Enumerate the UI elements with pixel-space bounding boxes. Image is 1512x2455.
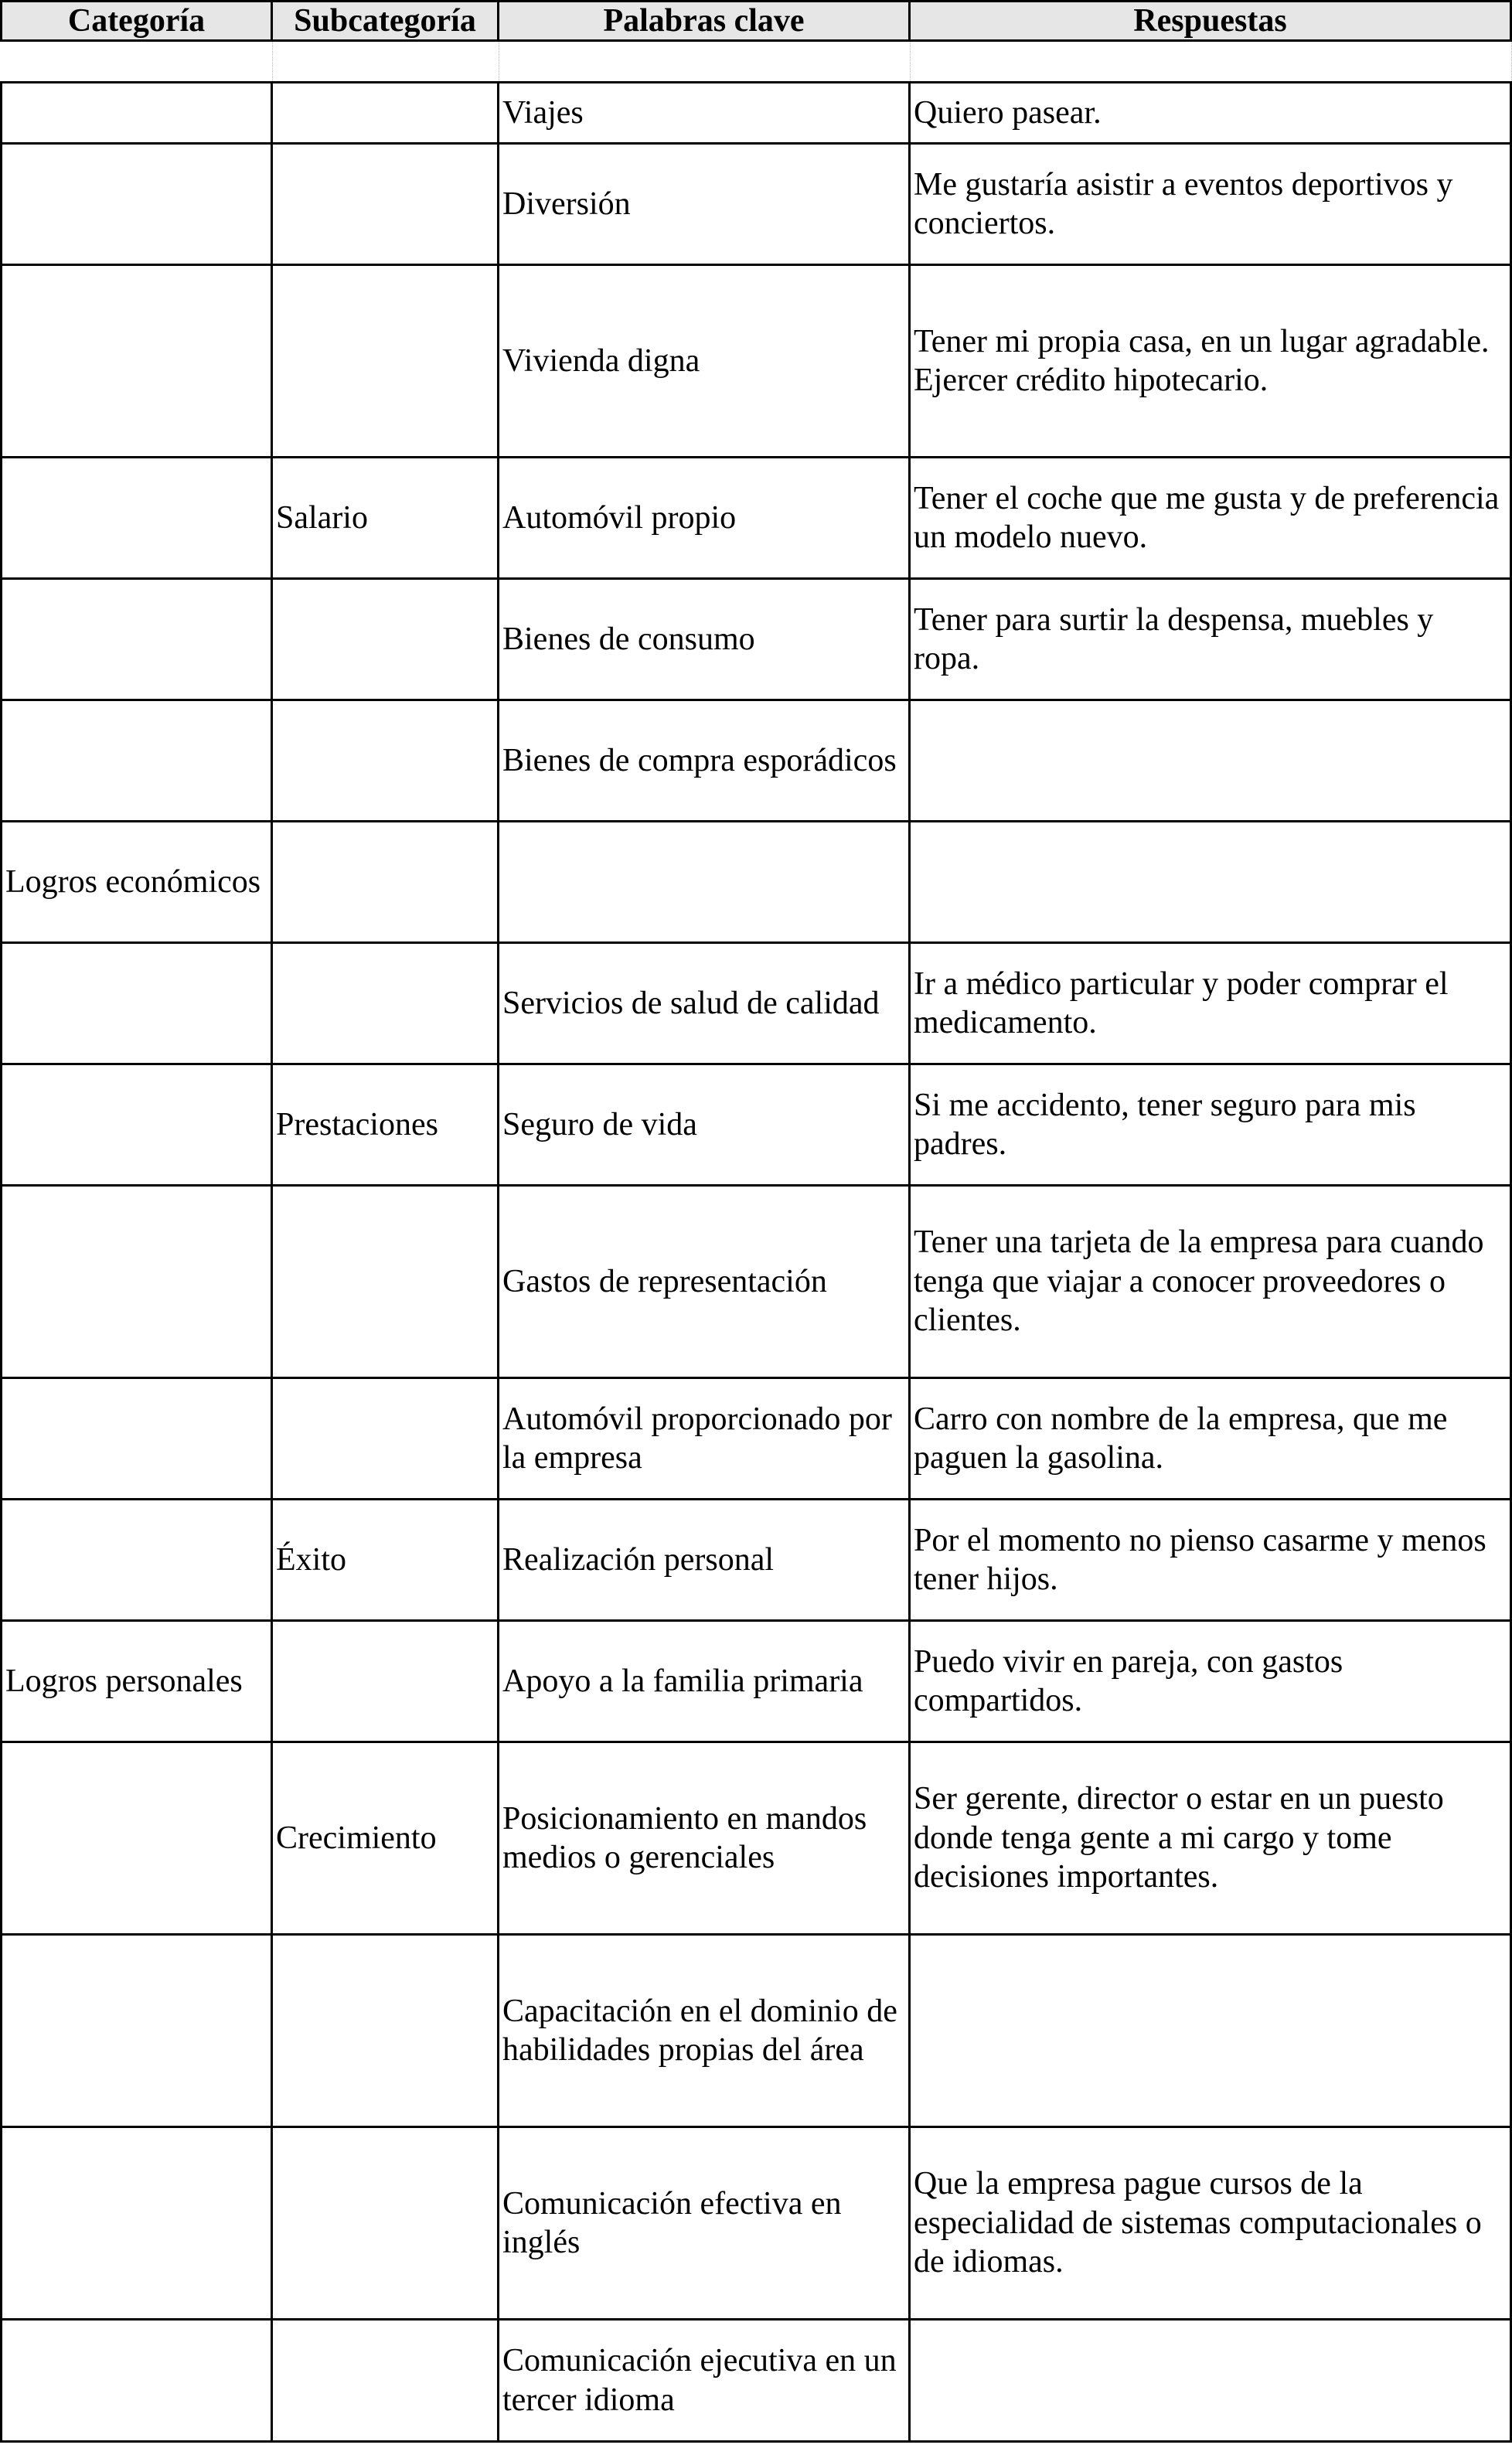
table-row xyxy=(0,83,1512,145)
cell-subcategoria xyxy=(273,83,499,142)
cell-subcategoria: Crecimiento xyxy=(273,1743,499,1933)
cell-categoria xyxy=(0,701,273,820)
cell-respuestas: Tener el coche que me gusta y de preferencia un modelo nuevo. xyxy=(911,458,1512,577)
table-row xyxy=(0,2321,1512,2443)
table-row xyxy=(0,701,1512,822)
cell-categoria xyxy=(0,1936,273,2126)
cell-categoria xyxy=(0,145,273,264)
table-row xyxy=(0,1622,1512,1743)
cell-subcategoria xyxy=(273,2128,499,2318)
cell-palabras-clave: Bienes de compra esporádicos xyxy=(499,701,911,820)
cell-palabras-clave: Comunicación ejecutiva en un tercer idioma xyxy=(499,2321,911,2440)
cell-palabras-clave: Realización personal xyxy=(499,1500,911,1619)
cell-subcategoria xyxy=(273,2321,499,2440)
cell-respuestas: Puedo vivir en pareja, con gastos compartidos. xyxy=(911,1622,1512,1741)
cell-respuestas xyxy=(911,701,1512,820)
cell-categoria xyxy=(0,266,273,456)
table-row xyxy=(0,1500,1512,1622)
cell-respuestas: Ir a médico particular y poder comprar el medicamento. xyxy=(911,944,1512,1063)
table-row xyxy=(0,145,1512,266)
cell-palabras-clave: Seguro de vida xyxy=(499,1065,911,1184)
cell-respuestas: Tener una tarjeta de la empresa para cuando tenga que viajar a conocer proveedores o clientes. xyxy=(911,1187,1512,1377)
cell-palabras-clave: Comunicación efectiva en inglés xyxy=(499,2128,911,2318)
cell-palabras-clave: Capacitación en el dominio de habilidades propias del área xyxy=(499,1936,911,2126)
cell-subcategoria xyxy=(273,944,499,1063)
cell-respuestas: Carro con nombre de la empresa, que me paguen la gasolina. xyxy=(911,1379,1512,1498)
cell-respuestas xyxy=(911,822,1512,941)
cell-subcategoria xyxy=(273,1379,499,1498)
table-row xyxy=(0,266,1512,458)
cell-palabras-clave xyxy=(499,822,911,941)
cell-subcategoria xyxy=(273,580,499,699)
cell-respuestas xyxy=(911,1936,1512,2126)
cell-subcategoria: Salario xyxy=(273,458,499,577)
table-body xyxy=(0,83,1512,2443)
cell-categoria xyxy=(0,458,273,577)
table-row xyxy=(0,2128,1512,2321)
cell-respuestas: Tener para surtir la despensa, muebles y ropa. xyxy=(911,580,1512,699)
header-categoria: Categoría xyxy=(0,2,273,39)
cell-categoria: Logros económicos xyxy=(0,822,273,941)
cell-respuestas: Tener mi propia casa, en un lugar agradable. Ejercer crédito hipotecario. xyxy=(911,266,1512,456)
header-respuestas: Respuestas xyxy=(911,2,1512,39)
cell-categoria: Logros personales xyxy=(0,1622,273,1741)
cell-subcategoria xyxy=(273,1187,499,1377)
table-row xyxy=(0,944,1512,1065)
header-subcategoria: Subcategoría xyxy=(273,2,499,39)
spacer-row xyxy=(0,42,1512,83)
cell-subcategoria xyxy=(273,266,499,456)
cell-subcategoria xyxy=(273,1936,499,2126)
cell-palabras-clave: Servicios de salud de calidad xyxy=(499,944,911,1063)
cell-categoria xyxy=(0,580,273,699)
table-row xyxy=(0,1379,1512,1500)
cell-palabras-clave: Viajes xyxy=(499,83,911,142)
table-row xyxy=(0,1936,1512,2128)
cell-subcategoria xyxy=(273,145,499,264)
cell-palabras-clave: Posicionamiento en mandos medios o gerenciales xyxy=(499,1743,911,1933)
table-row xyxy=(0,1065,1512,1187)
header-palabras-clave: Palabras clave xyxy=(499,2,911,39)
table-row xyxy=(0,1743,1512,1936)
cell-subcategoria xyxy=(273,701,499,820)
cell-subcategoria xyxy=(273,1622,499,1741)
table-row xyxy=(0,580,1512,701)
cell-palabras-clave: Bienes de consumo xyxy=(499,580,911,699)
cell-categoria xyxy=(0,1187,273,1377)
cell-respuestas: Me gustaría asistir a eventos deportivos y conciertos. xyxy=(911,145,1512,264)
cell-respuestas: Ser gerente, director o estar en un puesto donde tenga gente a mi cargo y tome decisiones importantes. xyxy=(911,1743,1512,1933)
cell-subcategoria: Prestaciones xyxy=(273,1065,499,1184)
cell-categoria xyxy=(0,1500,273,1619)
cell-subcategoria: Éxito xyxy=(273,1500,499,1619)
cell-respuestas: Por el momento no pienso casarme y menos tener hijos. xyxy=(911,1500,1512,1619)
cell-palabras-clave: Automóvil proporcionado por la empresa xyxy=(499,1379,911,1498)
cell-palabras-clave: Automóvil propio xyxy=(499,458,911,577)
cell-subcategoria xyxy=(273,822,499,941)
table-header xyxy=(0,0,1512,42)
cell-categoria xyxy=(0,1743,273,1933)
cell-palabras-clave: Gastos de representación xyxy=(499,1187,911,1377)
cell-categoria xyxy=(0,944,273,1063)
cell-categoria xyxy=(0,1065,273,1184)
cell-categoria xyxy=(0,1379,273,1498)
cell-categoria xyxy=(0,83,273,142)
cell-categoria xyxy=(0,2128,273,2318)
table-row xyxy=(0,1187,1512,1379)
cell-respuestas: Que la empresa pague cursos de la especialidad de sistemas computacionales o de idiomas. xyxy=(911,2128,1512,2318)
cell-palabras-clave: Apoyo a la familia primaria xyxy=(499,1622,911,1741)
cell-respuestas: Si me accidento, tener seguro para mis padres. xyxy=(911,1065,1512,1184)
cell-palabras-clave: Vivienda digna xyxy=(499,266,911,456)
cell-respuestas xyxy=(911,2321,1512,2440)
cell-categoria xyxy=(0,2321,273,2440)
table-row xyxy=(0,822,1512,944)
cell-palabras-clave: Diversión xyxy=(499,145,911,264)
table-row xyxy=(0,458,1512,580)
cell-respuestas: Quiero pasear. xyxy=(911,83,1512,142)
